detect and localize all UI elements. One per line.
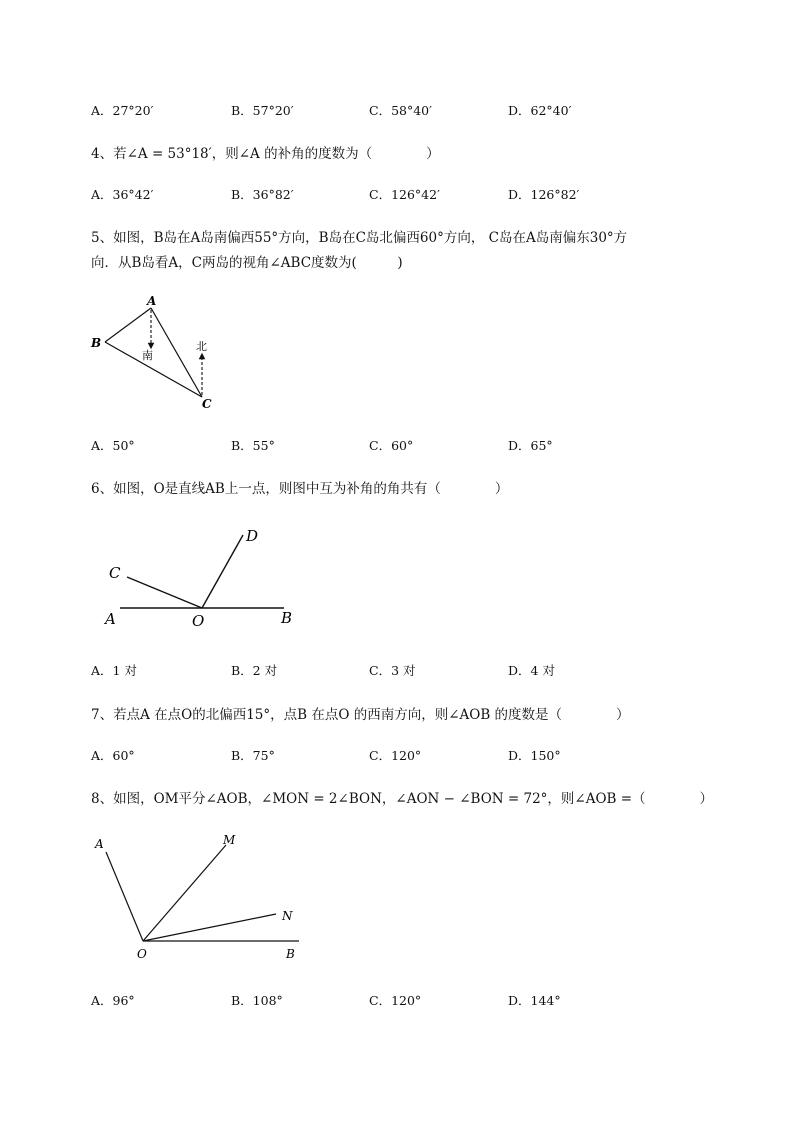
q5-option-a[interactable]: A．50° [91,438,135,453]
label-o: O [137,947,147,961]
label-a: A [147,294,157,308]
label-o: O [192,612,205,630]
q8-option-c[interactable]: C．120° [369,993,422,1008]
label-south: 南 [142,349,153,362]
q5-option-d[interactable]: D．65° [508,438,553,453]
q8-figure [88,830,308,965]
q5-option-b[interactable]: B．55° [231,438,275,453]
label-a: A [95,837,104,851]
q7-option-c[interactable]: C．120° [369,748,422,763]
q4-option-b[interactable]: B．36°82′ [231,187,294,202]
q6-stem: 6、如图，O是直线AB上一点，则图中互为补角的角共有（ ） [91,481,509,497]
label-north: 北 [196,340,207,353]
q3-option-d[interactable]: D．62°40′ [508,103,572,118]
label-d: D [246,527,259,545]
q7-option-b[interactable]: B．75° [231,748,275,763]
q6-option-b[interactable]: B．2 对 [231,663,278,678]
ray-od [202,535,243,608]
label-b: B [286,947,295,961]
q8-option-a[interactable]: A．96° [91,993,135,1008]
q3-option-a[interactable]: A．27°20′ [91,103,154,118]
q5-option-c[interactable]: C．60° [369,438,414,453]
segment-ab [105,308,151,342]
ray-oa [106,852,143,941]
q6-option-d[interactable]: D．4 对 [508,663,555,678]
q4-option-d[interactable]: D．126°82′ [508,187,580,202]
q8-stem: 8、如图，OM平分∠AOB，∠MON = 2∠BON，∠AON − ∠BON = 72°，则∠AOB =（ ） [91,791,714,807]
segment-bc [105,342,202,397]
q5-stem-line1: 5、如图，B岛在A岛南偏西55°方向，B岛在C岛北偏西60°方向， C岛在A岛南偏东30°方 [91,230,628,246]
q6-option-c[interactable]: C．3 对 [369,663,416,678]
label-m: M [223,833,236,847]
label-a: A [105,610,116,628]
q8-option-b[interactable]: B．108° [231,993,283,1008]
q7-option-a[interactable]: A．60° [91,748,135,763]
q5-stem-line2: 向．从B岛看A，C两岛的视角∠ABC度数为( ) [91,255,403,271]
q4-option-c[interactable]: C．126°42′ [369,187,440,202]
label-b: B [91,336,102,350]
ray-oc [127,577,202,608]
q4-option-a[interactable]: A．36°42′ [91,187,154,202]
q7-option-d[interactable]: D．150° [508,748,561,763]
q5-figure [85,290,225,415]
q6-option-a[interactable]: A．1 对 [91,663,137,678]
q8-option-d[interactable]: D．144° [508,993,561,1008]
q7-stem: 7、若点A 在点O的北偏西15°，点B 在点O 的西南方向，则∠AOB 的度数是（ ） [91,707,630,723]
q4-stem: 4、若∠A = 53°18′，则∠A 的补角的度数为（ ） [91,146,440,162]
label-c: C [109,564,121,582]
label-c: C [202,397,212,411]
segment-ac [151,308,202,397]
q6-figure [100,522,300,632]
q3-option-b[interactable]: B．57°20′ [231,103,294,118]
q3-option-c[interactable]: C．58°40′ [369,103,432,118]
label-n: N [282,909,293,923]
label-b: B [281,609,293,627]
